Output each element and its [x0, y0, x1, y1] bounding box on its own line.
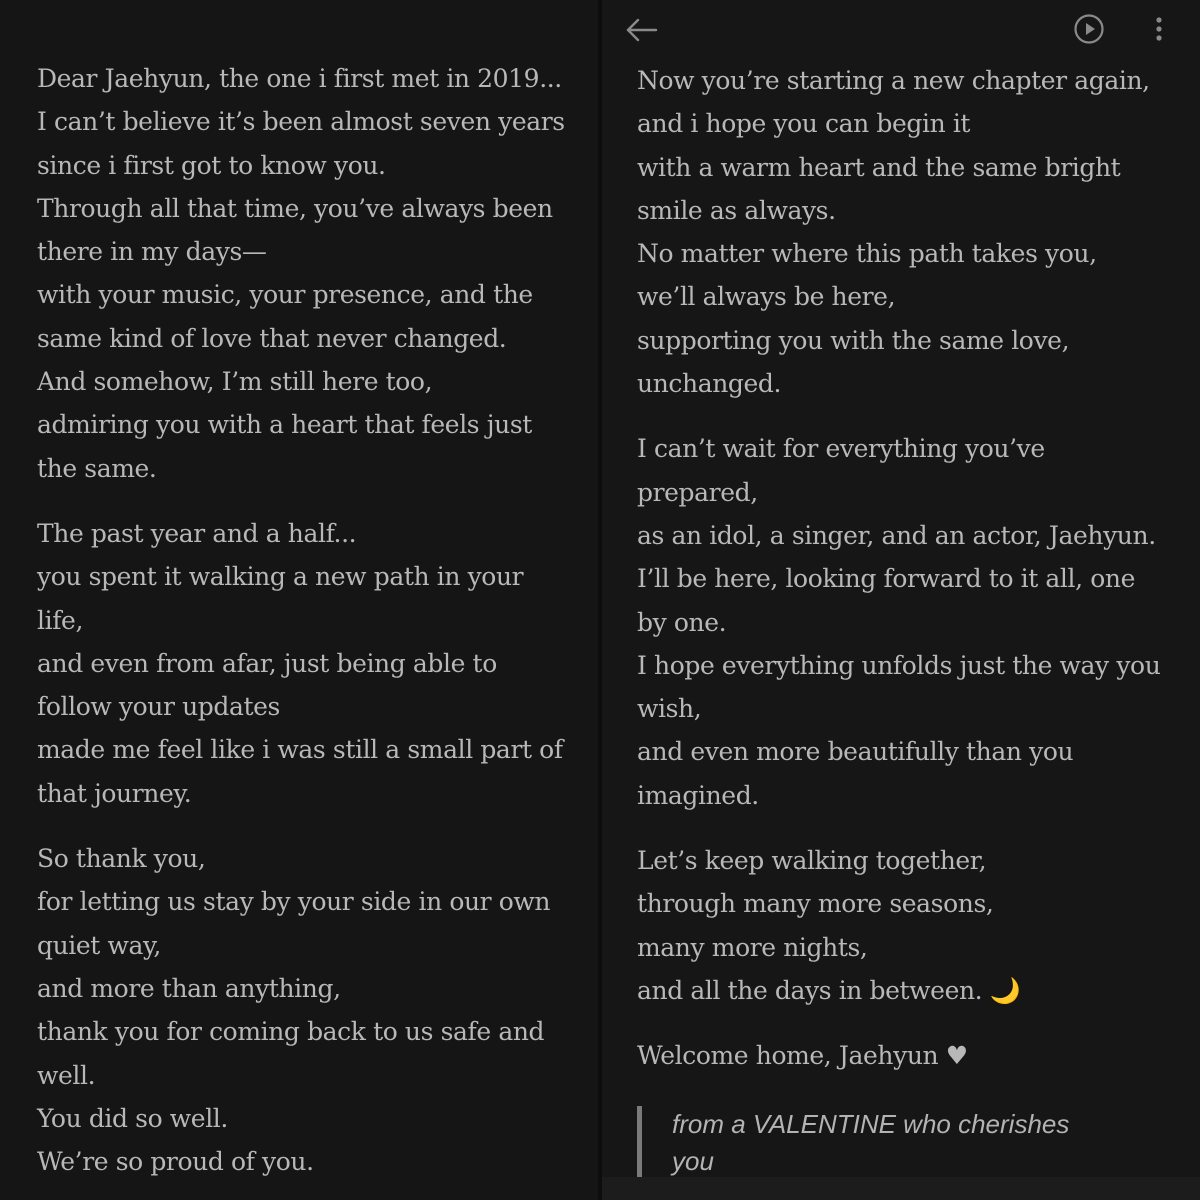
text-line: We’re so proud of you. — [37, 1147, 314, 1177]
text-line: Welcome home, Jaehyun ♥ — [637, 1041, 968, 1071]
arrow-left-icon — [624, 14, 660, 46]
back-button[interactable] — [624, 14, 660, 46]
moon-emoji-icon: 🌙 — [989, 975, 1021, 1005]
text-line: with a warm heart and the same bright — [637, 152, 1121, 182]
text-line: well. — [37, 1060, 96, 1090]
text-line: as an idol, a singer, and an actor, Jaehyun. — [637, 520, 1156, 550]
text-line: that journey. — [37, 778, 192, 808]
bottom-bar — [602, 1177, 1200, 1200]
reader-toolbar — [602, 0, 1200, 60]
text-line: and i hope you can begin it — [637, 109, 971, 139]
text-line: supporting you with the same love, — [637, 325, 1070, 355]
paragraph-4 — [637, 1034, 1182, 1077]
text-line: by one. — [637, 607, 727, 637]
text-line: Dear Jaehyun, the one i first met in 2019... — [37, 64, 562, 93]
more-options-button[interactable] — [1146, 12, 1172, 46]
text-line: I’ll be here, looking forward to it all, one — [637, 564, 1135, 594]
text-line: and more than anything, — [37, 973, 341, 1003]
paragraph-2 — [637, 427, 1182, 817]
quote-line: you — [672, 1146, 714, 1176]
text-line: thank you for coming back to us safe and — [37, 1017, 545, 1047]
text-line: So thank you, — [37, 844, 206, 874]
text-line: quiet way, — [37, 930, 161, 960]
note-body-left — [37, 57, 582, 1200]
text-line: Through all that time, you’ve always been — [37, 193, 553, 223]
paragraph-1 — [637, 59, 1182, 405]
text-line: many more nights, — [637, 932, 868, 962]
text-line: prepared, — [637, 477, 758, 507]
play-circle-icon — [1072, 12, 1106, 46]
text-line: Let’s keep walking together, — [637, 846, 987, 876]
paragraph-2 — [37, 512, 582, 815]
note-body-right — [637, 59, 1182, 1100]
text-line: with your music, your presence, and the — [37, 280, 533, 310]
text-line: The past year and a half... — [37, 518, 357, 548]
text-line: follow your updates — [37, 692, 280, 722]
more-vertical-icon — [1146, 12, 1172, 46]
paragraph-3 — [37, 837, 582, 1183]
text-line: imagined. — [637, 780, 759, 810]
text-line: Now you’re starting a new chapter again, — [637, 66, 1150, 95]
text-line: you spent it walking a new path in your — [37, 562, 524, 592]
text-line: we’ll always be here, — [637, 282, 896, 312]
text-line: wish, — [637, 694, 702, 724]
text-line: And somehow, I’m still here too, — [37, 367, 433, 397]
text-line: the same. — [37, 453, 157, 483]
text-line: smile as always. — [637, 195, 836, 225]
text-line: No matter where this path takes you, — [637, 239, 1097, 269]
text-line: for letting us stay by your side in our own — [37, 887, 551, 917]
paragraph-3 — [637, 839, 1182, 1012]
text-line: and even from afar, just being able to — [37, 648, 497, 678]
text-line: made me feel like i was still a small part of — [37, 735, 563, 765]
line-text: and all the days in between. — [637, 975, 983, 1005]
text-line: there in my days— — [37, 237, 267, 267]
play-button[interactable] — [1072, 12, 1106, 46]
text-line: unchanged. — [637, 369, 782, 399]
paragraph-1 — [37, 57, 582, 490]
text-line: I can’t wait for everything you’ve — [637, 434, 1045, 464]
text-line: same kind of love that never changed. — [37, 323, 507, 353]
text-line: life, — [37, 605, 83, 635]
text-line: and even more beautifully than you — [637, 737, 1074, 767]
text-line: I hope everything unfolds just the way you — [637, 650, 1161, 680]
text-line: You did so well. — [37, 1103, 228, 1133]
text-line: I can’t believe it’s been almost seven years — [37, 107, 565, 137]
quote-line: from a VALENTINE who cherishes — [672, 1109, 1070, 1139]
text-line: since i first got to know you. — [37, 150, 386, 180]
text-line: admiring you with a heart that feels just — [37, 410, 532, 440]
right-note-panel[interactable] — [602, 0, 1200, 1200]
signature-quote — [637, 1106, 1192, 1180]
text-line: through many more seasons, — [637, 889, 994, 919]
left-note-panel[interactable] — [0, 0, 598, 1200]
text-line — [637, 969, 1182, 1012]
